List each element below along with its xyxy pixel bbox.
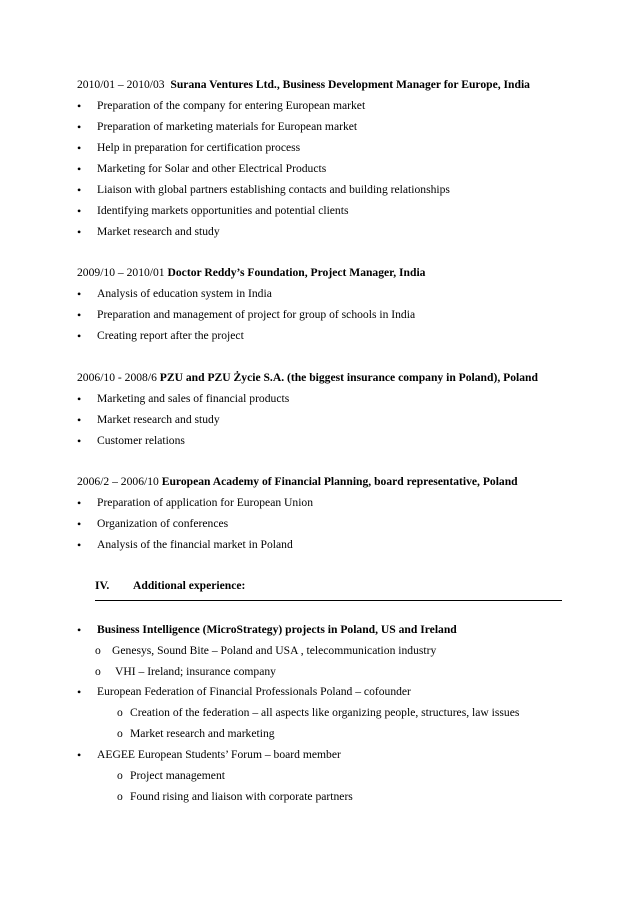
circle-bullet-icon: o (117, 790, 123, 803)
circle-bullet-icon: o (117, 706, 123, 719)
job-heading (77, 266, 425, 280)
bullet-icon: • (77, 413, 82, 427)
bullet-icon: • (77, 623, 82, 637)
bullet-icon: • (77, 99, 82, 113)
bullet-icon: • (77, 225, 82, 239)
bullet-icon: • (77, 204, 82, 218)
job-heading (77, 78, 530, 92)
circle-bullet-icon: o (117, 727, 123, 740)
bullet-icon: • (77, 517, 82, 531)
job-dates: 2006/10 - 2008/6 (77, 371, 157, 384)
job-heading (77, 475, 518, 489)
bullet-icon: • (77, 329, 82, 343)
bullet-icon: • (77, 287, 82, 301)
job-title: Surana Ventures Ltd., Business Development Manager for Europe, India (170, 78, 530, 91)
section-heading (95, 579, 246, 593)
job-dates: 2009/10 – 2010/01 (77, 266, 165, 279)
bullet-icon: • (77, 141, 82, 155)
bullet-icon: • (77, 183, 82, 197)
bullet-icon: • (77, 120, 82, 134)
circle-bullet-icon: o (95, 665, 101, 678)
job-title: European Academy of Financial Planning, board representative, Poland (161, 475, 518, 488)
bullet-icon: • (77, 162, 82, 176)
bullet-icon: • (77, 392, 82, 406)
job-title: PZU and PZU Życie S.A. (the biggest insurance company in Poland), Poland (159, 371, 538, 384)
section-divider (95, 600, 562, 601)
bullet-icon: • (77, 685, 82, 699)
bullet-icon: • (77, 496, 82, 510)
resume-page: 2010/01 – 2010/03 Surana Ventures Ltd., Business Development Manager for Europe, India • Preparation of the company for entering European market • Preparation of marketing materials for European market • Help in preparation for certification process • Marketing for Solar and other Electrical Products • Liaison with global partners establishing contacts and building relationships • Identifying markets opportunities and potential clients • Market research and study 2009/10 – 2010/01 Doctor Reddy’s Foundation, Project Manager, India • Analysis of education system in India • Preparation and management of project for group of schools in India • Creating report after the project 2006/10 - 2008/6 PZU and PZU Życie S.A. (the biggest insurance company in Poland), Poland • Marketing and sales of financial products • Market research and study • Customer relations 2006/2 – 2006/10 European Academy of Financial Planning, board representative, Poland • Preparation of application for European Union • Organization of conferences • Analysis of the financial market in Poland IV. Additional experience: • Business Intelligence (MicroStrategy) projects in Poland, US and Ireland o Genesys, Sound Bite – Poland and USA , telecommunication industry o VHI – Ireland; insurance company • European Federation of Financial Professionals Poland – cofounder o Creation of the federation – all aspects like organizing people, structures, law issues o Market research and marketing • AEGEE European Students’ Forum – board member o Project management o Found rising and liaison with corporate partners (0, 0, 638, 903)
job-dates: 2006/2 – 2006/10 (77, 475, 159, 488)
job-dates: 2010/01 – 2010/03 (77, 78, 165, 91)
bullet-icon: • (77, 748, 82, 762)
circle-bullet-icon: o (95, 644, 101, 657)
circle-bullet-icon: o (117, 769, 123, 782)
bullet-icon: • (77, 434, 82, 448)
job-title: Doctor Reddy’s Foundation, Project Manager, India (167, 266, 426, 279)
section-number: IV. (95, 579, 110, 592)
section-title: Additional experience: (133, 579, 246, 592)
job-heading (77, 371, 538, 385)
bullet-icon: • (77, 538, 82, 552)
bullet-icon: • (77, 308, 82, 322)
